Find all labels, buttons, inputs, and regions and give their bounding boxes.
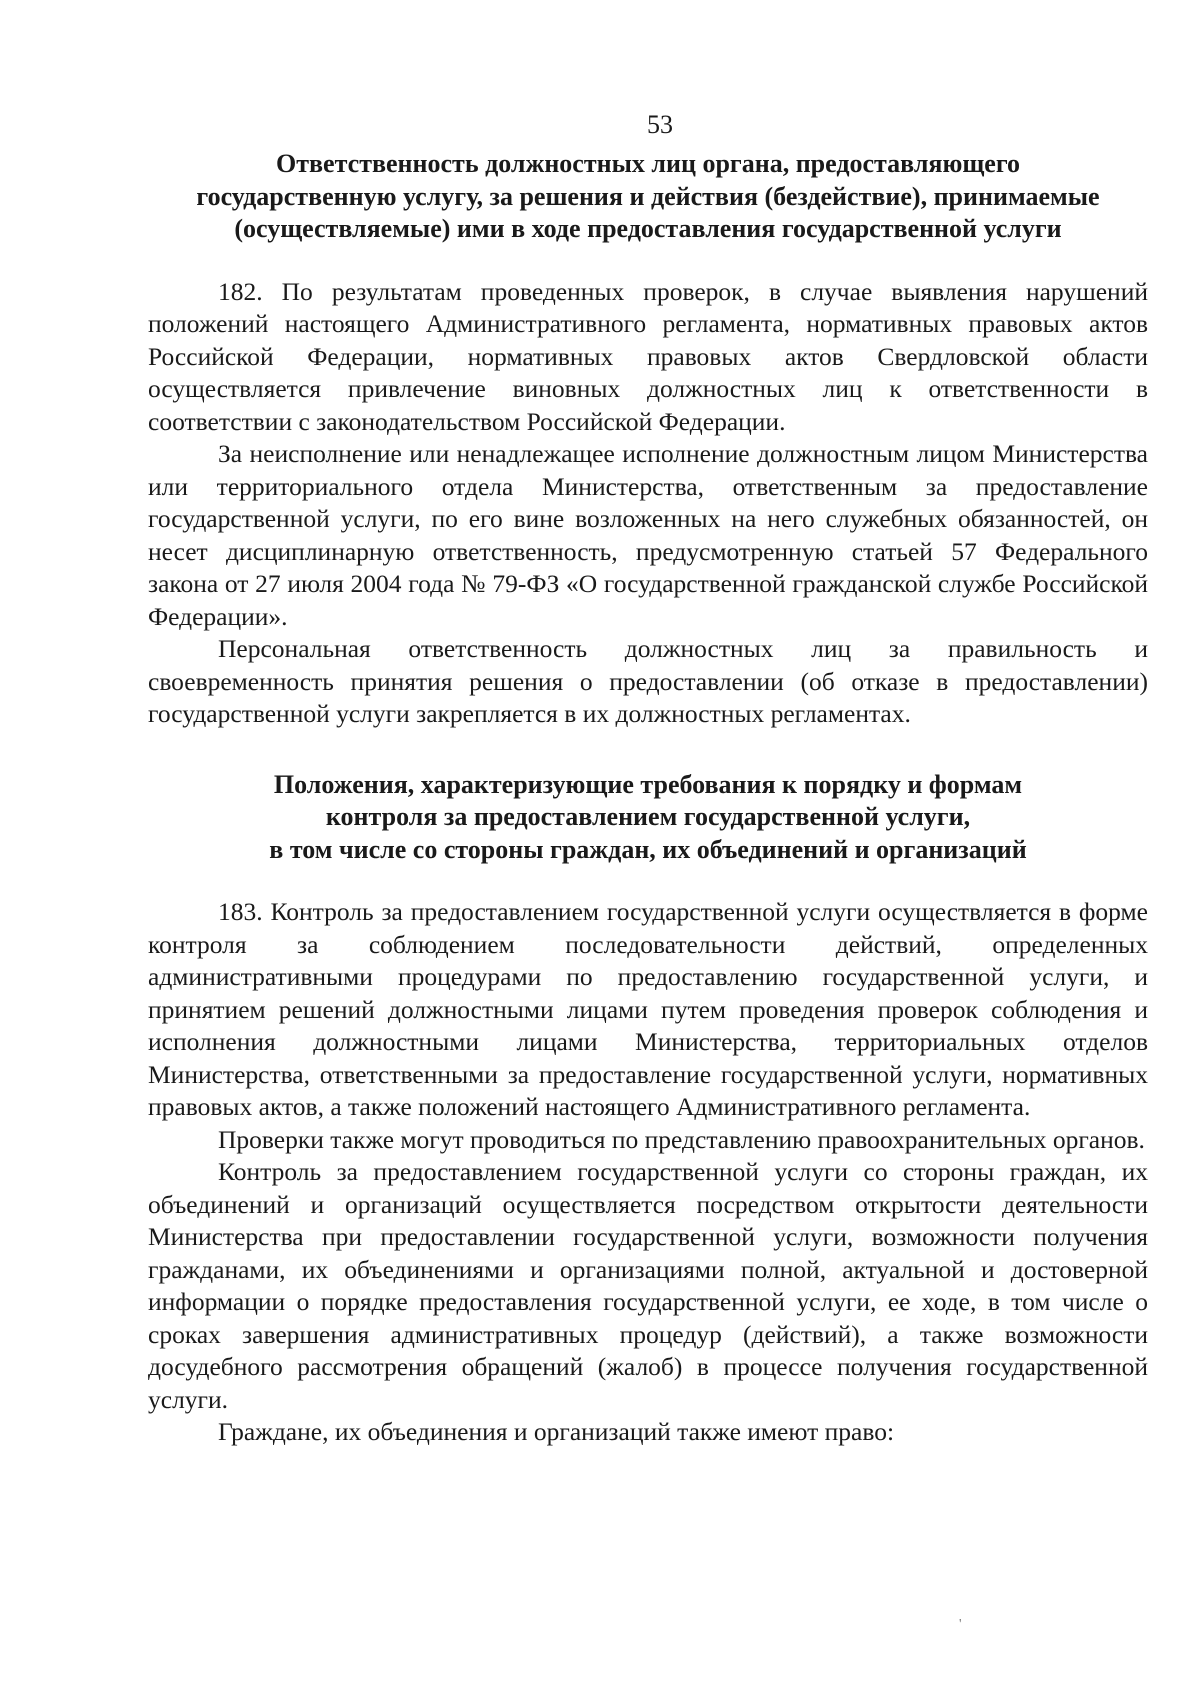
title-line: (осуществляемые) ими в ходе предоставления государственной услуги bbox=[234, 214, 1062, 243]
document-page bbox=[148, 108, 1148, 1449]
title-line: Ответственность должностных лиц органа, предоставляющего bbox=[276, 149, 1020, 178]
scan-speck: ' bbox=[959, 1617, 962, 1632]
title-line: контроля за предоставлением государственной услуги, bbox=[325, 802, 971, 831]
paragraph-inspections: Проверки также могут проводиться по представлению правоохранительных органов. bbox=[218, 1124, 1145, 1154]
title-line: в том числе со стороны граждан, их объединений и организаций bbox=[269, 834, 1027, 864]
paragraph-disciplinary-responsibility: За неисполнение или ненадлежащее исполнение должностным лицом Министерства или территориального отдела Министерства, ответственным за предоставление государственной услуги, по его вине возложенных на него служебных обязанностей, он несет дисциплинарную ответственность, предусмотренную статьей 57 Федерального закона от 27 июля 2004 года № 79-ФЗ «О государственной гражданской службе Российской Федерации». bbox=[148, 439, 1148, 631]
section-title-control bbox=[148, 769, 1148, 867]
paragraph-183: 183. Контроль за предоставлением государственной услуги осуществляется в форме контроля за соблюдением последовательности действий, определенных административными процедурами по предоставлению государственной услуги, и принятием решений должностными лицами путем проведения проверок соблюдения и исполнения должностными лицами Министерства, территориальных отделов Министерства, ответственными за предоставление государственной услуги, нормативных правовых актов, а также положений настоящего Административного регламента. bbox=[148, 897, 1148, 1121]
section-title-responsibility bbox=[148, 148, 1148, 246]
paragraph-personal-responsibility: Персональная ответственность должностных лиц за правильность и своевременность принятия решения о предоставлении (об отказе в предоставлении) государственной услуги закрепляется в их должностных регламентах. bbox=[148, 634, 1148, 728]
page-number: 53 bbox=[647, 110, 673, 139]
title-line: Положения, характеризующие требования к порядку и формам bbox=[273, 769, 1023, 799]
title-line: государственную услугу, за решения и действия (бездействие), принимаемые bbox=[196, 181, 1100, 211]
paragraph-182: 182. По результатам проведенных проверок, в случае выявления нарушений положений настоящего Административного регламента, нормативных правовых актов Российской Федерации, нормативных правовых актов Свердловской области осуществляется привлечение виновных должностных лиц к ответственности в соответствии с законодательством Российской Федерации. bbox=[148, 276, 1148, 436]
paragraph-citizens-rights: Граждане, их объединения и организаций также имеют право: bbox=[218, 1417, 895, 1446]
paragraph-public-control: Контроль за предоставлением государственной услуги со стороны граждан, их объединений и организаций осуществляется посредством открытости деятельности Министерства при предоставлении государственной услуги, возможности получения гражданами, их объединениями и организациями полной, актуальной и достоверной информации о порядке предоставления государственной услуги, ее ходе, в том числе о сроках завершения административных процедур (действий), а также возможности досудебного рассмотрения обращений (жалоб) в процессе получения государственной услуги. bbox=[148, 1157, 1148, 1414]
